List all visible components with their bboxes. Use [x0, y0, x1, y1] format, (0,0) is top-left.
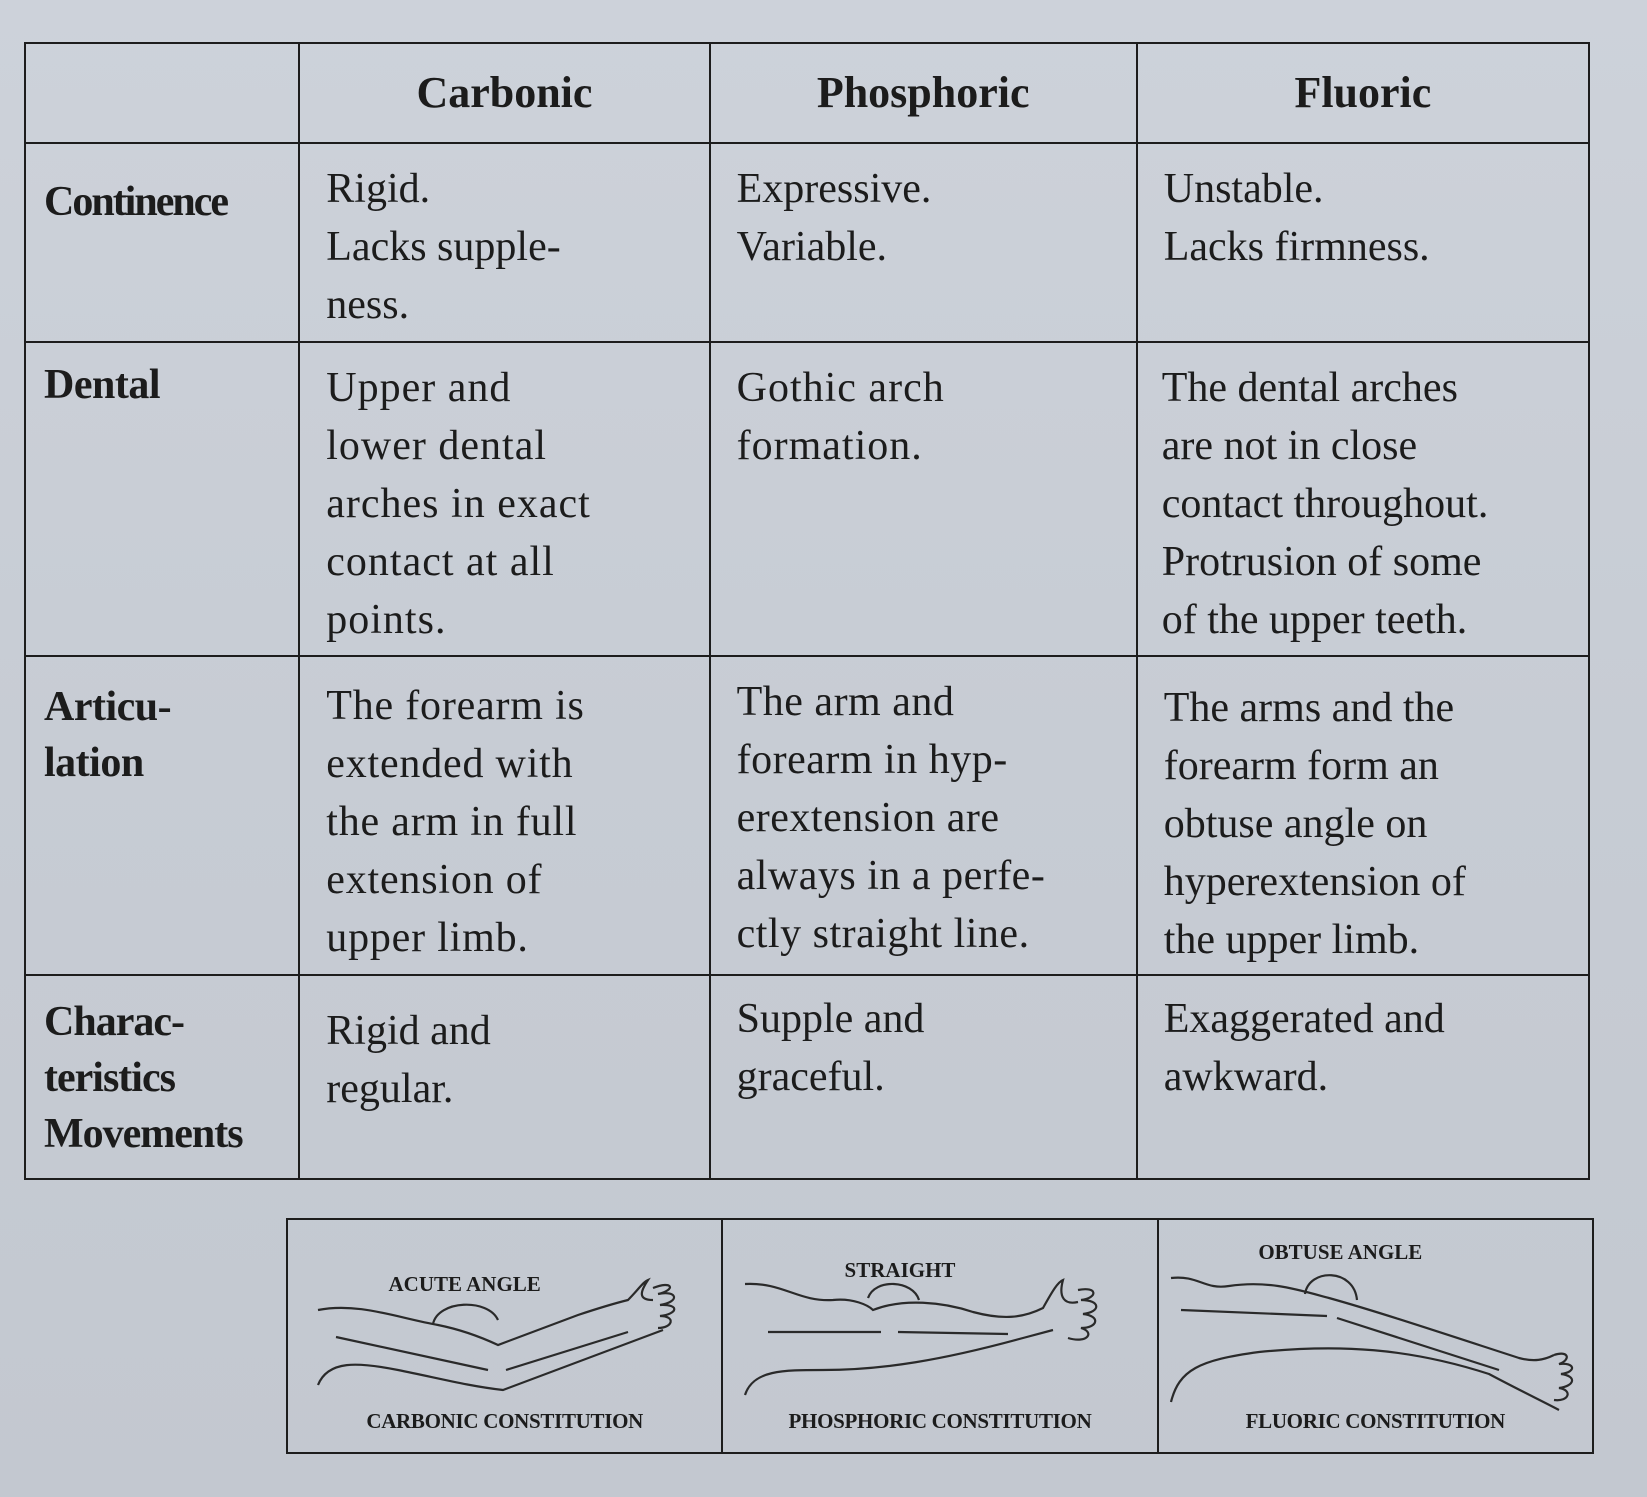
row-label-continence: Continence — [25, 143, 299, 343]
header-phosphoric: Phosphoric — [710, 43, 1137, 143]
cell-continence-fluoric: Unstable. Lacks firmness. — [1137, 143, 1589, 343]
panel-fluoric — [1159, 1220, 1592, 1452]
row-label-articulation: Articu- lation — [25, 656, 299, 976]
cell-continence-carbonic: Rigid. Lacks supple- ness. — [299, 143, 709, 343]
header-carbonic: Carbonic — [299, 43, 709, 143]
cell-dental-carbonic: Upper and lower dental arches in exact contact at all points. — [299, 342, 709, 656]
panel-phosphoric — [723, 1220, 1158, 1452]
constitution-comparison-table — [24, 42, 1590, 1180]
arm-angle-figure — [286, 1218, 1594, 1454]
cell-movements-phosphoric: Supple and graceful. — [710, 975, 1137, 1179]
table-row-articulation — [25, 656, 1589, 976]
cell-continence-phosphoric: Expressive. Variable. — [710, 143, 1137, 343]
header-fluoric: Fluoric — [1137, 43, 1589, 143]
cell-articulation-phosphoric: The arm and forearm in hyp- erextension are always in a perfe- ctly straight line. — [710, 656, 1137, 976]
table-row-dental — [25, 342, 1589, 656]
cell-articulation-carbonic: The forearm is extended with the arm in full extension of upper limb. — [299, 656, 709, 976]
table-row-continence — [25, 143, 1589, 343]
caption-fluoric: FLUORIC CONSTITUTION — [1245, 1409, 1506, 1433]
row-label-characteristics-movements: Charac- teristics Movements — [25, 975, 299, 1179]
panel-carbonic — [288, 1220, 723, 1452]
angle-label-obtuse: OBTUSE ANGLE — [1258, 1240, 1423, 1264]
header-empty — [25, 43, 299, 143]
table-row-characteristics-movements — [25, 975, 1589, 1179]
cell-movements-fluoric: Exaggerated and awkward. — [1137, 975, 1589, 1179]
cell-dental-phosphoric: Gothic arch formation. — [710, 342, 1137, 656]
angle-label-straight: STRAIGHT — [844, 1258, 956, 1282]
angle-label-acute: ACUTE ANGLE — [388, 1272, 541, 1296]
cell-movements-carbonic: Rigid and regular. — [299, 975, 709, 1179]
caption-phosphoric: PHOSPHORIC CONSTITUTION — [788, 1409, 1092, 1433]
caption-carbonic: CARBONIC CONSTITUTION — [366, 1409, 643, 1433]
header-row — [25, 43, 1589, 143]
cell-dental-fluoric: The dental arches are not in close contact throughout. Protrusion of some of the upper teeth. — [1137, 342, 1589, 656]
row-label-dental: Dental — [25, 342, 299, 656]
cell-articulation-fluoric: The arms and the forearm form an obtuse angle on hyperextension of the upper limb. — [1137, 656, 1589, 976]
